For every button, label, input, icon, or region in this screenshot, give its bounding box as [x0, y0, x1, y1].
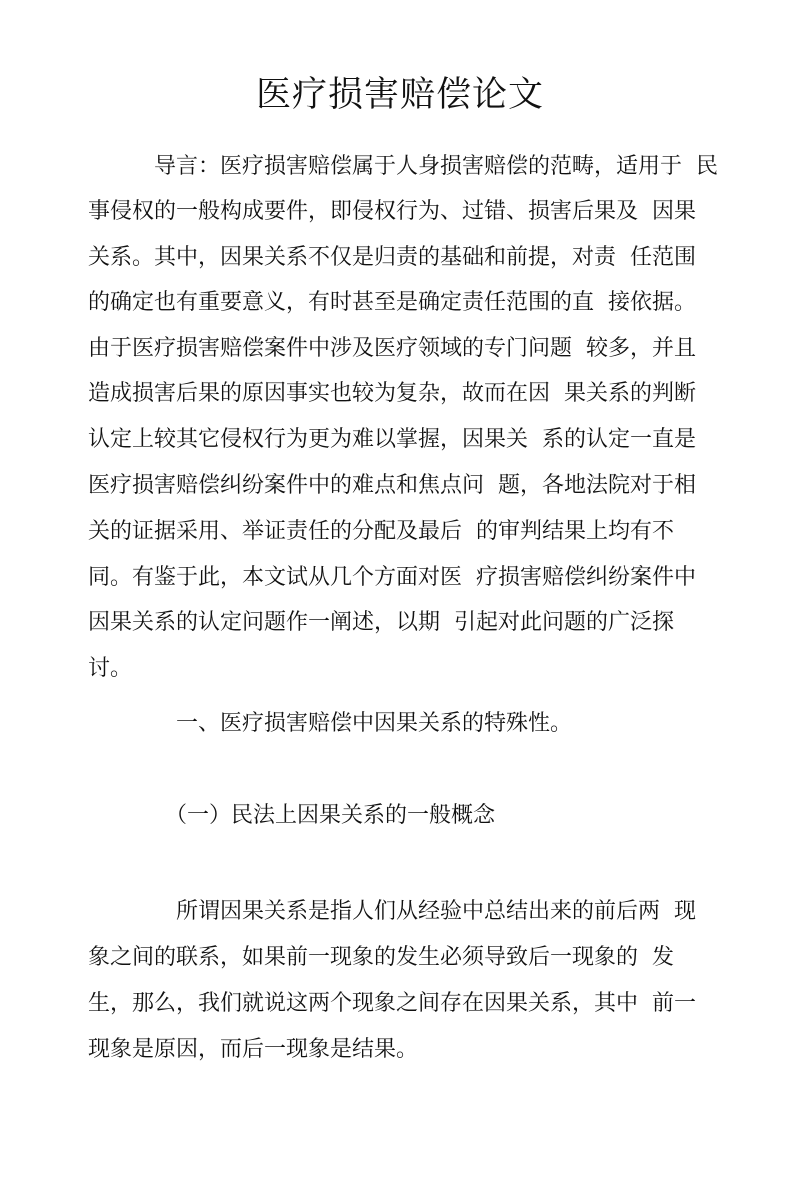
intro-line: 导言：医疗损害赔偿属于人身损害赔偿的范畴，适用于 民 [88, 154, 718, 179]
intro-line: 由于医疗损害赔偿案件中涉及医疗领域的专门问题 较多，并且 [88, 336, 696, 361]
intro-line: 的确定也有重要意义，有时甚至是确定责任范围的直 接依据。 [88, 290, 696, 315]
document-title: 医疗损害赔偿论文 [255, 75, 544, 115]
subsection-heading: （一）民法上因果关系的一般概念 [88, 803, 496, 828]
intro-line: 关系。其中，因果关系不仅是归责的基础和前提，对责 任范围 [88, 245, 696, 270]
intro-line: 事侵权的一般构成要件，即侵权行为、过错、损害后果及 因果 [88, 199, 696, 224]
section-heading: 一、医疗损害赔偿中因果关系的特殊性。 [88, 711, 573, 736]
body-line: 现象是原因，而后一现象是结果。 [88, 1037, 419, 1062]
intro-line: 因果关系的认定问题作一阐述，以期 引起对此问题的广泛探 [88, 610, 674, 635]
intro-line: 讨。 [88, 656, 133, 681]
body-line: 象之间的联系，如果前一现象的发生必须导致后一现象的 发 [88, 945, 674, 970]
intro-line: 造成损害后果的原因事实也较为复杂，故而在因 果关系的判断 [88, 381, 696, 406]
intro-line: 关的证据采用、举证责任的分配及最后 的审判结果上均有不 [88, 519, 674, 544]
body-line: 所谓因果关系是指人们从经验中总结出来的前后两 现 [88, 899, 696, 924]
intro-line: 医疗损害赔偿纠纷案件中的难点和焦点问 题，各地法院对于相 [88, 473, 696, 498]
body-line: 生，那么，我们就说这两个现象之间存在因果关系，其中 前一 [88, 991, 696, 1016]
intro-line: 同。有鉴于此，本文试从几个方面对医 疗损害赔偿纠纷案件中 [88, 565, 696, 590]
intro-line: 认定上较其它侵权行为更为难以掌握，因果关 系的认定一直是 [88, 427, 696, 452]
